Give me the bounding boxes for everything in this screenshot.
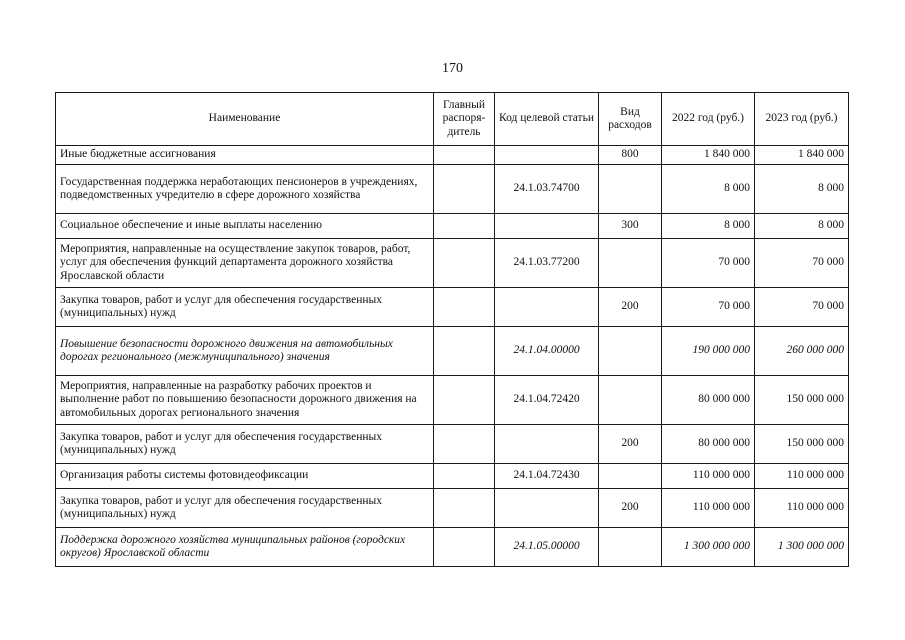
row-2023: 8 000 bbox=[755, 165, 849, 214]
page-number: 170 bbox=[442, 61, 463, 76]
table-row bbox=[56, 376, 849, 425]
table-row bbox=[56, 425, 849, 464]
row-2023: 150 000 000 bbox=[755, 425, 849, 464]
row-name: Мероприятия, направленные на разработку рабочих проектов и выполнение работ по повышению безопасности дорожного движения на автомобильных дорогах регионального значения bbox=[56, 376, 434, 425]
row-code: 24.1.03.74700 bbox=[495, 165, 599, 214]
row-2022: 190 000 000 bbox=[662, 327, 755, 376]
row-code bbox=[495, 146, 599, 165]
row-name: Социальное обеспечение и иные выплаты населению bbox=[56, 214, 434, 239]
table-header-row bbox=[56, 93, 849, 146]
row-name: Организация работы системы фотовидеофиксации bbox=[56, 464, 434, 489]
row-code bbox=[495, 288, 599, 327]
row-2022: 8 000 bbox=[662, 165, 755, 214]
row-name: Поддержка дорожного хозяйства муниципальных районов (городских округов) Ярославской области bbox=[56, 528, 434, 567]
row-2023: 8 000 bbox=[755, 214, 849, 239]
table-row bbox=[56, 489, 849, 528]
row-type bbox=[599, 376, 662, 425]
row-2022: 80 000 000 bbox=[662, 425, 755, 464]
row-2023: 70 000 bbox=[755, 288, 849, 327]
table-row bbox=[56, 528, 849, 567]
row-manager bbox=[434, 425, 495, 464]
row-name: Мероприятия, направленные на осуществление закупок товаров, работ, услуг для обеспечения функций департамента дорожного хозяйства Ярославской области bbox=[56, 239, 434, 288]
header-name: Наименование bbox=[56, 93, 434, 146]
row-manager bbox=[434, 327, 495, 376]
header-2022: 2022 год (руб.) bbox=[662, 93, 755, 146]
row-2022: 1 300 000 000 bbox=[662, 528, 755, 567]
row-code bbox=[495, 489, 599, 528]
row-2022: 70 000 bbox=[662, 239, 755, 288]
header-type: Вид расходов bbox=[599, 93, 662, 146]
row-2022: 110 000 000 bbox=[662, 464, 755, 489]
row-code: 24.1.03.77200 bbox=[495, 239, 599, 288]
row-code bbox=[495, 214, 599, 239]
row-name: Закупка товаров, работ и услуг для обеспечения государственных (муниципальных) нужд bbox=[56, 489, 434, 528]
row-2023: 110 000 000 bbox=[755, 489, 849, 528]
row-manager bbox=[434, 489, 495, 528]
row-type bbox=[599, 239, 662, 288]
table-row bbox=[56, 146, 849, 165]
row-type bbox=[599, 528, 662, 567]
row-name: Закупка товаров, работ и услуг для обеспечения государственных (муниципальных) нужд bbox=[56, 288, 434, 327]
row-type: 200 bbox=[599, 425, 662, 464]
row-manager bbox=[434, 214, 495, 239]
budget-table bbox=[55, 92, 849, 567]
row-type: 800 bbox=[599, 146, 662, 165]
row-type bbox=[599, 165, 662, 214]
row-2023: 260 000 000 bbox=[755, 327, 849, 376]
row-2023: 150 000 000 bbox=[755, 376, 849, 425]
row-code bbox=[495, 425, 599, 464]
row-manager bbox=[434, 165, 495, 214]
row-code: 24.1.04.72420 bbox=[495, 376, 599, 425]
row-2022: 1 840 000 bbox=[662, 146, 755, 165]
row-2023: 1 840 000 bbox=[755, 146, 849, 165]
row-manager bbox=[434, 146, 495, 165]
header-2023: 2023 год (руб.) bbox=[755, 93, 849, 146]
row-type: 200 bbox=[599, 288, 662, 327]
row-code: 24.1.04.00000 bbox=[495, 327, 599, 376]
header-code: Код целевой статьи bbox=[495, 93, 599, 146]
row-type: 200 bbox=[599, 489, 662, 528]
row-name: Иные бюджетные ассигнования bbox=[56, 146, 434, 165]
row-2022: 8 000 bbox=[662, 214, 755, 239]
table-row bbox=[56, 288, 849, 327]
row-manager bbox=[434, 528, 495, 567]
table-row bbox=[56, 165, 849, 214]
table-row bbox=[56, 327, 849, 376]
table-row bbox=[56, 464, 849, 489]
row-name: Повышение безопасности дорожного движения на автомобильных дорогах регионального (межмуниципального) значения bbox=[56, 327, 434, 376]
table-row bbox=[56, 214, 849, 239]
row-type: 300 bbox=[599, 214, 662, 239]
row-2022: 80 000 000 bbox=[662, 376, 755, 425]
row-manager bbox=[434, 464, 495, 489]
row-type bbox=[599, 327, 662, 376]
row-2023: 70 000 bbox=[755, 239, 849, 288]
table-row bbox=[56, 239, 849, 288]
row-manager bbox=[434, 288, 495, 327]
row-code: 24.1.04.72430 bbox=[495, 464, 599, 489]
row-manager bbox=[434, 239, 495, 288]
row-name: Государственная поддержка неработающих пенсионеров в учреждениях, подведомственных учредителю в сфере дорожного хозяйства bbox=[56, 165, 434, 214]
row-2022: 70 000 bbox=[662, 288, 755, 327]
row-2022: 110 000 000 bbox=[662, 489, 755, 528]
row-name: Закупка товаров, работ и услуг для обеспечения государственных (муниципальных) нужд bbox=[56, 425, 434, 464]
row-2023: 1 300 000 000 bbox=[755, 528, 849, 567]
row-2023: 110 000 000 bbox=[755, 464, 849, 489]
header-manager: Главный распоря-дитель bbox=[434, 93, 495, 146]
row-manager bbox=[434, 376, 495, 425]
row-code: 24.1.05.00000 bbox=[495, 528, 599, 567]
row-type bbox=[599, 464, 662, 489]
